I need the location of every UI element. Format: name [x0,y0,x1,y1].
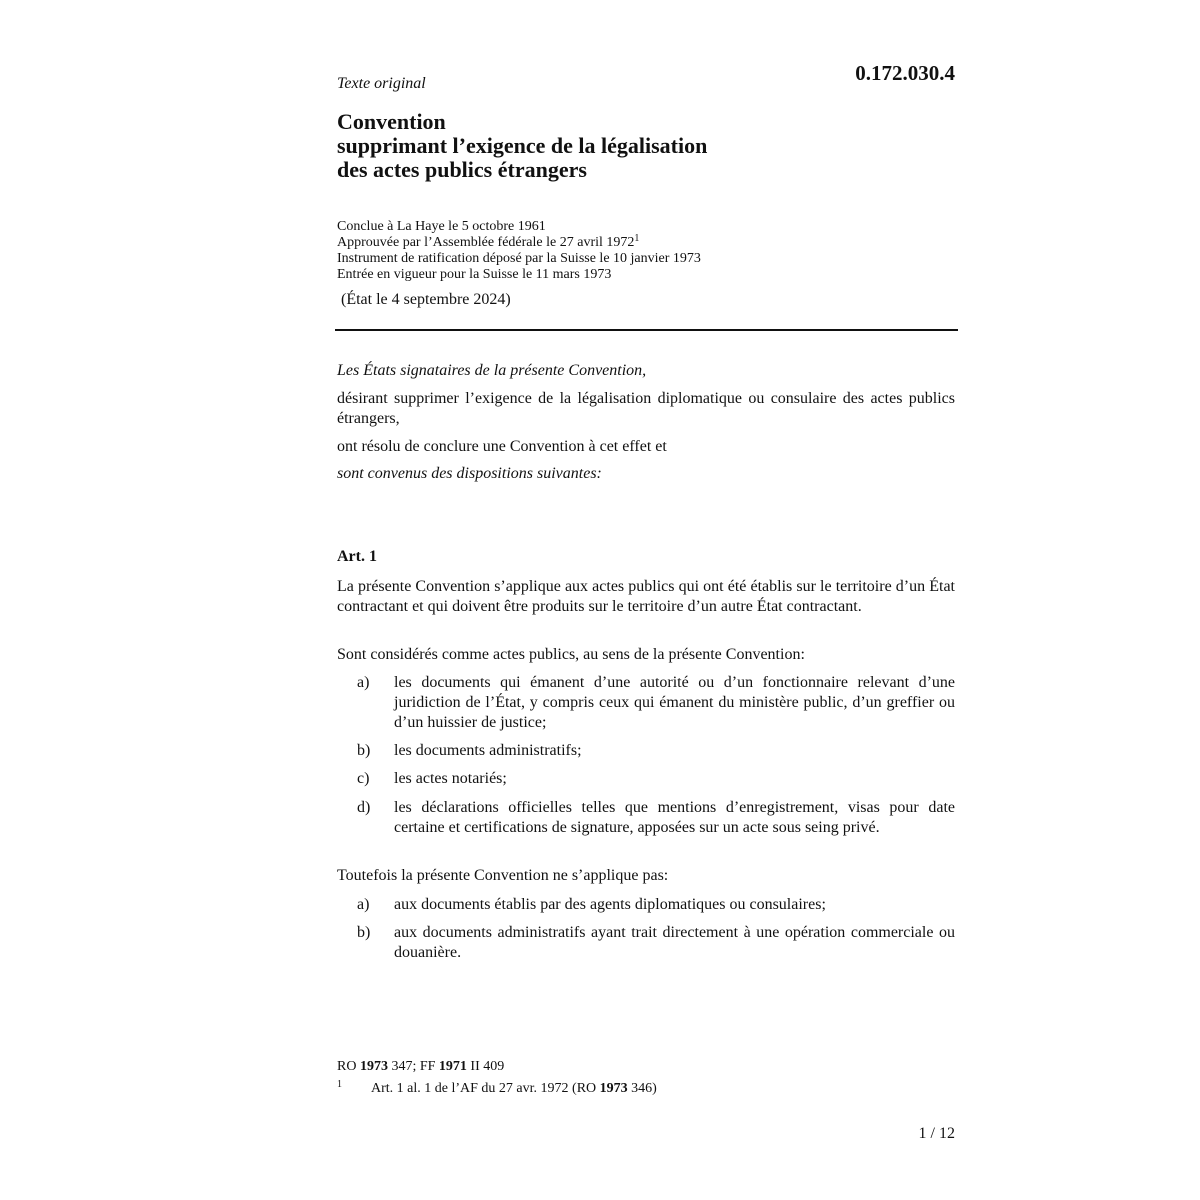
ff-rest: II 409 [466,1059,505,1074]
publication-reference [337,1058,504,1076]
footnote-1-text [371,1080,657,1098]
list-marker: b) [357,924,371,941]
article-1-paragraph-1: La présente Convention s’applique aux actes publics qui ont été établis sur le territoire d’un État contractant et qui doivent être produits sur le territoire d’un autre État contractant. [337,578,955,615]
document-title [337,110,707,182]
list-item-text: aux documents administratifs ayant trait directement à une opération commerciale ou douanière. [394,924,955,961]
list-item-text: les actes notariés; [394,770,507,787]
list-item-text: aux documents établis par des agents diplomatiques ou consulaires; [394,896,826,913]
fn1-suffix: 346) [627,1081,657,1096]
ro-year: 1973 [359,1059,388,1074]
fn1-prefix: Art. 1 al. 1 de l’AF du 27 avr. 1972 (RO [371,1081,600,1096]
title-line-1: Convention [337,109,446,134]
fn1-year: 1973 [599,1081,628,1096]
meta-ratification: Instrument de ratification déposé par la Suisse le 10 janvier 1973 [337,251,701,266]
preamble-desiring: désirant supprimer l’exigence de la légalisation diplomatique ou consulaire des actes publics étrangers, [337,390,955,427]
footnote-ref-1[interactable]: 1 [634,233,640,244]
list-marker: c) [357,770,370,787]
header-divider [335,329,958,331]
ro-mid: 347; FF [387,1059,439,1074]
list-item-text: les documents qui émanent d’une autorité ou d’un fonctionnaire relevant d’une juridiction de l’État, y compris ceux qui émanent du ministère public, d’un greffier ou d’un huissier de justice; [394,674,955,731]
footnote-1-marker: 1 [337,1079,342,1090]
page-number: 1 / 12 [918,1125,955,1142]
meta-approved [337,235,701,251]
list-item-text: les déclarations officielles telles que mentions d’enregistrement, visas pour date certaine et certifications de signature, apposées sur un acte sous seing privé. [394,799,955,836]
list-marker: a) [357,674,370,691]
treaty-metadata [337,219,701,283]
list-marker: a) [357,896,370,913]
title-line-2: supprimant l’exigence de la légalisation [337,133,708,158]
preamble-signatories: Les États signataires de la présente Convention, [337,362,647,379]
meta-concluded: Conclue à La Haye le 5 octobre 1961 [337,219,546,234]
list-item-text: les documents administratifs; [394,742,582,759]
list-marker: d) [357,799,371,816]
article-1-heading: Art. 1 [337,548,377,565]
document-number: 0.172.030.4 [855,61,955,85]
preamble-agreed: sont convenus des dispositions suivantes: [337,465,602,482]
meta-approved-text: Approuvée par l’Assemblée fédérale le 27 avril 1972 [337,235,635,250]
status-date: (État le 4 septembre 2024) [341,291,511,308]
article-1-paragraph-2: Sont considérés comme actes publics, au sens de la présente Convention: [337,646,805,663]
ro-prefix: RO [337,1059,360,1074]
list-marker: b) [357,742,371,759]
article-1-paragraph-3: Toutefois la présente Convention ne s’applique pas: [337,867,669,884]
text-original-label: Texte original [337,75,426,92]
title-line-3: des actes publics étrangers [337,157,587,182]
meta-entry-into-force: Entrée en vigueur pour la Suisse le 11 mars 1973 [337,267,612,282]
preamble-resolved: ont résolu de conclure une Convention à cet effet et [337,438,667,455]
ff-year: 1971 [438,1059,467,1074]
